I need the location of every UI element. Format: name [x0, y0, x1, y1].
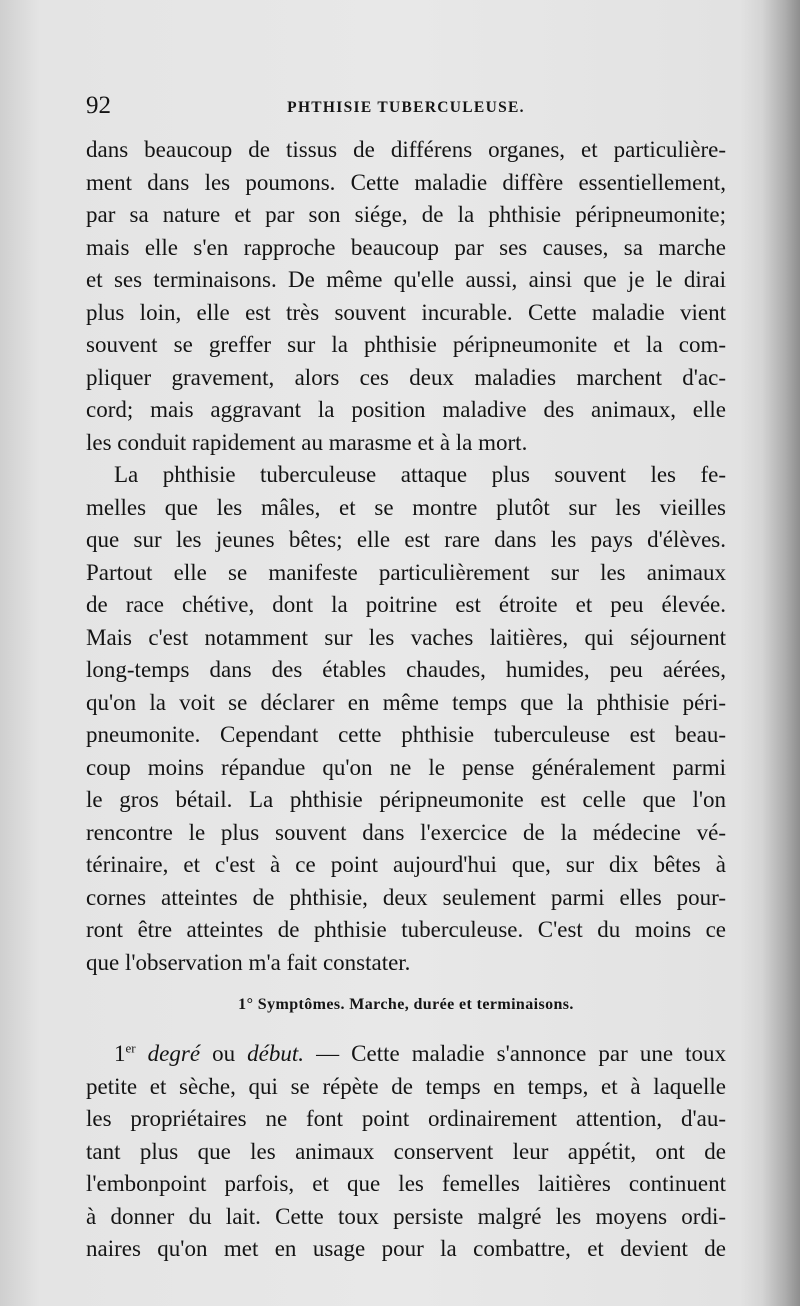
paragraph-2 — [86, 459, 726, 979]
text-line: qu'on la voit se déclarer en même temps que la phthisie péri- — [86, 689, 726, 715]
text-line: Partout elle se manifeste particulièrement sur les animaux — [86, 559, 726, 585]
page-gutter-shadow — [762, 0, 800, 1306]
text-line: l'embonpoint parfois, et que les femelles laitières continuent — [86, 1171, 726, 1196]
text-line: le gros bétail. La phthisie péripneumonite est celle que l'on — [86, 787, 726, 812]
body-text — [86, 134, 726, 979]
lead-rest: — Cette maladie s'annonce par une toux — [304, 1041, 726, 1066]
page-number: 92 — [86, 92, 111, 119]
text-line: que l'observation m'a fait constater. — [86, 949, 411, 975]
body-text-continued — [86, 1038, 726, 1266]
text-line: souvent se greffer sur la phthisie péripneumonite et la com- — [86, 332, 726, 357]
text-line: pneumonite. Cependant cette phthisie tuberculeuse est beau- — [86, 722, 726, 747]
text-line: dans beaucoup de tissus de différens organes, et particulière- — [86, 137, 726, 162]
text-line: les conduit rapidement au marasme et à la mort. — [86, 429, 528, 455]
text-line: plus loin, elle est très souvent incurable. Cette maladie vient — [86, 299, 726, 325]
text-line: par sa nature et par son siége, de la phthisie péripneumonite; — [86, 202, 726, 227]
text-line: de race chétive, dont la poitrine est étroite et peu élevée. — [86, 592, 726, 617]
text-line: long-temps dans des étables chaudes, humides, peu aérées, — [86, 657, 726, 682]
text-line: tant plus que les animaux conservent leur appétit, ont de — [86, 1138, 726, 1164]
text-line: ront être atteintes de phthisie tuberculeuse. C'est du moins ce — [86, 917, 726, 942]
text-line: coup moins répandue qu'on ne le pense généralement parmi — [86, 754, 726, 780]
text-line: petite et sèche, qui se répète de temps en temps, et à laquelle — [86, 1073, 726, 1099]
text-line: cornes atteintes de phthisie, deux seulement parmi elles pour- — [86, 884, 726, 910]
section-heading: 1° Symptômes. Marche, durée et terminaisons. — [238, 996, 574, 1013]
degree-superscript: er — [125, 1040, 136, 1056]
running-title: PHTHISIE TUBERCULEUSE. — [287, 99, 525, 116]
ou-word: ou — [200, 1041, 248, 1066]
lead-line — [86, 1038, 726, 1071]
paragraph-3 — [86, 1038, 726, 1266]
text-line: et ses terminaisons. De même qu'elle aussi, ainsi que je le dirai — [86, 267, 726, 292]
running-header — [86, 90, 726, 126]
text-line: à donner du lait. Cette toux persiste malgré les moyens ordi- — [86, 1203, 726, 1229]
text-line: cord; mais aggravant la position maladive des animaux, elle — [86, 397, 726, 422]
text-line: naires qu'on met en usage pour la combattre, et devient de — [86, 1236, 726, 1261]
text-line: rencontre le plus souvent dans l'exercice de la médecine vé- — [86, 819, 726, 845]
text-line: pliquer gravement, alors ces deux maladies marchent d'ac- — [86, 364, 726, 390]
text-line: les propriétaires ne font point ordinairement attention, d'au- — [86, 1106, 726, 1131]
degre-italic: degré — [147, 1041, 201, 1066]
text-line: que sur les jeunes bêtes; elle est rare dans les pays d'élèves. — [86, 527, 726, 552]
text-line: Mais c'est notamment sur les vaches laitières, qui séjournent — [86, 624, 726, 650]
degree-number: 1 — [114, 1041, 126, 1066]
paragraph-1 — [86, 134, 726, 459]
text-line: mais elle s'en rapproche beaucoup par ses causes, sa marche — [86, 234, 726, 260]
text-line: melles que les mâles, et se montre plutôt sur les vieilles — [86, 494, 726, 520]
text-line: ment dans les poumons. Cette maladie diffère essentiellement, — [86, 169, 726, 195]
text-line: térinaire, et c'est à ce point aujourd'hui que, sur dix bêtes à — [86, 852, 726, 877]
text-line: La phthisie tuberculeuse attaque plus souvent les fe- — [114, 462, 726, 487]
debut-italic: début. — [247, 1041, 305, 1066]
